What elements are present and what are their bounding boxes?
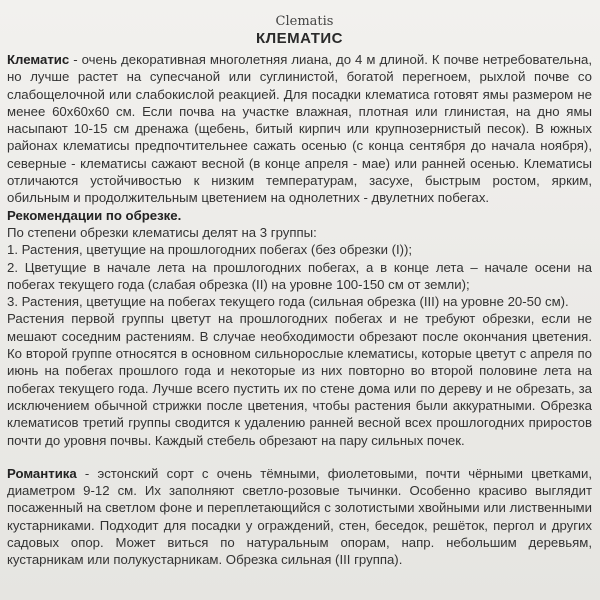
page-title: КЛЕМАТИС <box>255 30 344 47</box>
intro-lead: Клематис <box>7 52 70 67</box>
pruning-paragraph: Растения первой группы цветут на прошлогодних побегах и не требуют обрезки, если не мешают соседним растениям. В случае необходимости обрезают после окончания цветения. Ко второй группе относятся в основном сильнорослые клематисы, которые цветут с апреля по июнь на побегах прошлого года и некоторые из них повторно во второй половине лета на побегах текущего года. Лучше всего пустить их по стене дома или по дереву и не обрезать, за исключением обычной стрижки после цветения, чтобы растения были аккуратными. Обрезка клематисов третий группы сводится к удалению ранней весной всех прошлогодних приростов почти до уровня почвы. Каждый стебель обрезают на пару сильных почек. <box>7 311 592 448</box>
pruning-line-1: 1. Растения, цветущие на прошлогодних побегах (без обрезки (I)); <box>7 242 413 258</box>
intro-paragraph <box>7 51 592 207</box>
pruning-line-2: 2. Цветущие в начале лета на прошлогодних побегах, а в конце лета – начале осени на побегах текущего года (слабая обрезка (II) на уровне 100-150 см от земли); <box>7 259 592 292</box>
pruning-heading: Рекомендации по обрезке. <box>7 207 182 223</box>
section-spacer <box>7 449 592 465</box>
latin-title: Clematis <box>275 14 334 29</box>
intro-text: - очень декоративная многолетняя лиана, до 4 м длиной. К почве нетребовательна, но лучше растет на супесчаной или суглинистой, богатой перегноем, рыхлой почве со слабощелочной или слабокислой реакцией. Для посадки клематиса готовят ямы размером не менее 60х60х60 см. Если почва на участке влажная, плотная или глинистая, на дно ямы насыпают 10-15 см дренажа (щебень, битый кирпич или крупнозернистый песок). В южных районах клематисы предпочтительнее сажать осенью (с конца сентября до начала ноября), северные - клематисы сажают весной (в конце апреля - мае) или ранней осенью. Клематисы отличаются устойчивостью к низким температурам, засухе, быстрым ростом, ярким, обильным и продолжительным цветением на однолетних - двулетних побегах. <box>7 52 592 206</box>
variety-text: - эстонский сорт с очень тёмными, фиолетовыми, почти чёрными цветками, диаметром 9-12 см. Их заполняют светло-розовые тычинки. Особенно красиво выглядит посаженный на светлом фоне и переплетающийся с золотистыми хвойными или лиственными кустарниками. Подходит для посадки у ограждений, стен, беседок, решёток, пергол и других садовых опор. Может виться по натуральным опорам, напр. небольшим деревьям, кустарникам или полукустарникам. Обрезка сильная (III группа). <box>7 465 592 568</box>
variety-paragraph <box>7 465 592 569</box>
variety-lead: Романтика <box>7 465 77 481</box>
pruning-line-0: По степени обрезки клематисы делят на 3 группы: <box>7 224 317 240</box>
pruning-line-3: 3. Растения, цветущие на побегах текущего года (сильная обрезка (III) на уровне 20-50 см). <box>7 294 569 310</box>
